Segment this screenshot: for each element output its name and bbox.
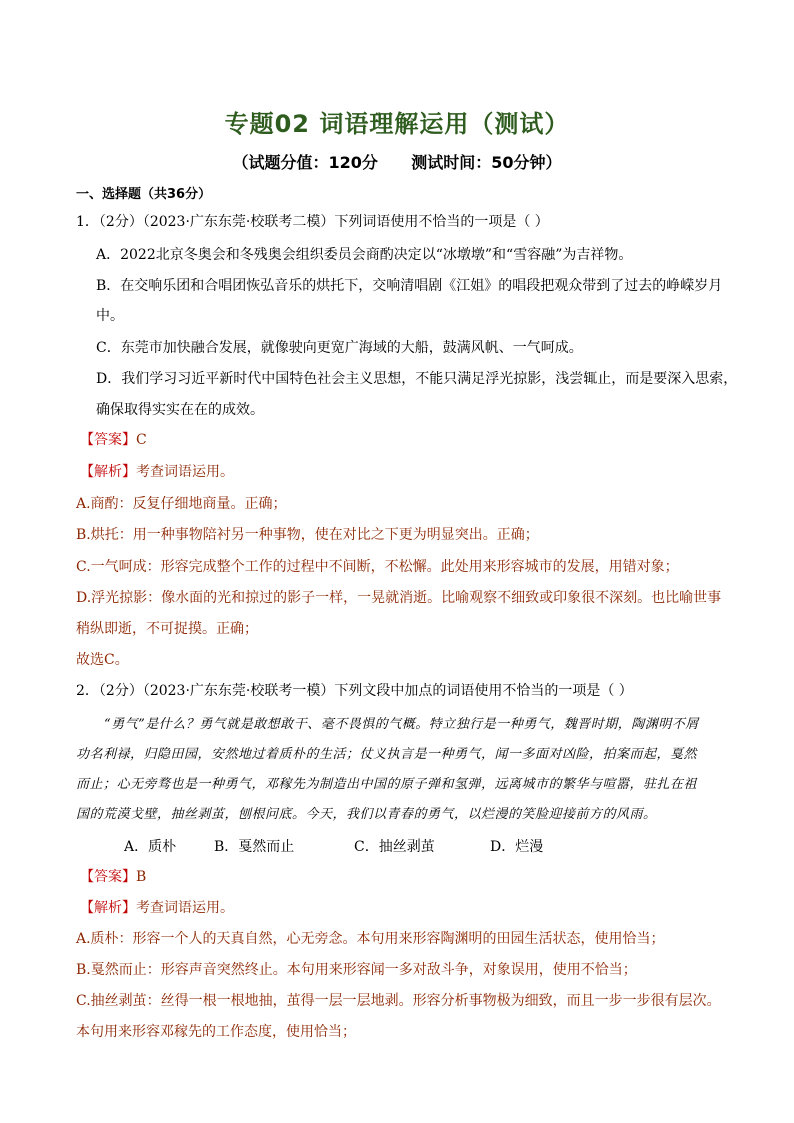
analysis-label: 【解析】: [80, 464, 136, 480]
question-1-answer: [80, 431, 147, 449]
answer-value: B: [136, 869, 147, 885]
page-title: 专题02 词语理解运用（测试）: [224, 110, 570, 138]
question-2-options: [0, 836, 794, 856]
question-2-passage-line-2: 功名利禄，归隐田园，安然地过着质朴的生活；仗义执言是一种勇气，闻一多面对凶险，拍案而起，戛然: [76, 747, 698, 762]
question-1-stem: 1．（2分）（2023·广东东莞·校联考二模）下列词语使用不恰当的一项是（ ）: [76, 214, 549, 230]
page-subtitle: （试题分值：120分 测试时间：50分钟）: [232, 153, 562, 172]
answer-label: 【答案】: [80, 432, 136, 448]
question-1-analysis-d-cont: 稍纵即逝，不可捉摸。正确；: [76, 621, 258, 637]
question-2-analysis: [80, 899, 234, 917]
question-2-passage-line-1: “勇气”是什么？勇气就是敢想敢干、毫不畏惧的气概。特立独行是一种勇气，魏晋时期，陶渊明不屑: [104, 717, 699, 732]
question-2-answer: [80, 868, 146, 886]
question-2-analysis-b: B.戛然而止：形容声音突然终止。本句用来形容闻一多对敌斗争，对象误用，使用不恰当；: [76, 962, 637, 978]
question-1-analysis-d: D.浮光掠影：像水面的光和掠过的影子一样，一晃就消逝。比喻观察不细致或印象很不深刻。也比喻世事: [76, 590, 722, 606]
question-1-option-d: D．我们学习习近平新时代中国特色社会主义思想，不能只满足浮光掠影，浅尝辄止，而是要深入思索，: [96, 371, 738, 387]
analysis-intro: 考查词语运用。: [136, 900, 234, 916]
answer-value: C: [136, 432, 147, 448]
analysis-intro: 考查词语运用。: [136, 464, 234, 480]
question-2-passage-line-4: 国的荒漠戈壁，抽丝剥茧，刨根问底。今天，我们以青春的勇气，以烂漫的笑脸迎接前方的风雨。: [76, 807, 657, 822]
question-2-option-b: B．戛然而止: [214, 839, 295, 855]
question-2-option-c: C．抽丝剥茧: [354, 839, 435, 855]
question-1-option-b: B．在交响乐团和合唱团恢弘音乐的烘托下，交响清唱剧《江姐》的唱段把观众带到了过去的峥嵘岁月: [96, 278, 723, 294]
question-1-option-d-cont: 确保取得实实在在的成效。: [96, 402, 264, 418]
question-1-analysis-c: C.一气呵成：形容完成整个工作的过程中不间断，不松懈。此处用来形容城市的发展，用错对象；: [76, 559, 679, 575]
question-1-analysis: [80, 463, 234, 481]
question-1-conclusion: 故选C。: [76, 652, 129, 668]
answer-label: 【答案】: [80, 869, 136, 885]
question-2-passage-line-3: 而止；心无旁骛也是一种勇气，邓稼先为制造出中国的原子弹和氢弹，远离城市的繁华与喧嚣，驻扎在祖: [76, 777, 698, 792]
question-1-option-a: A．2022北京冬奥会和冬残奥会组织委员会商酌决定以“冰墩墩”和“雪容融”为吉祥物。: [96, 247, 633, 263]
question-2-analysis-a: A.质朴：形容一个人的天真自然，心无旁念。本句用来形容陶渊明的田园生活状态，使用恰当；: [76, 931, 665, 947]
question-2-analysis-c: C.抽丝剥茧：丝得一根一根地抽，茧得一层一层地剥。形容分析事物极为细致，而且一步一步很有层次。: [76, 993, 721, 1009]
question-2-option-d: D．烂漫: [490, 839, 544, 855]
analysis-label: 【解析】: [80, 900, 136, 916]
question-1-analysis-a: A.商酌：反复仔细地商量。正确；: [76, 496, 287, 512]
question-1-analysis-b: B.烘托：用一种事物陪衬另一种事物，使在对比之下更为明显突出。正确；: [76, 527, 539, 543]
question-2-option-a: A．质朴: [124, 839, 177, 855]
question-1-option-b-cont: 中。: [96, 308, 124, 324]
question-2-stem: 2．（2分）（2023·广东东莞·校联考一模）下列文段中加点的词语使用不恰当的一项是（ ）: [76, 683, 633, 699]
question-2-analysis-c-cont: 本句用来形容邓稼先的工作态度，使用恰当；: [76, 1024, 356, 1040]
section-heading: 一、选择题（共36分）: [76, 187, 212, 202]
question-1-option-c: C．东莞市加快融合发展，就像驶向更宽广海域的大船，鼓满风帆、一气呵成。: [96, 340, 583, 356]
